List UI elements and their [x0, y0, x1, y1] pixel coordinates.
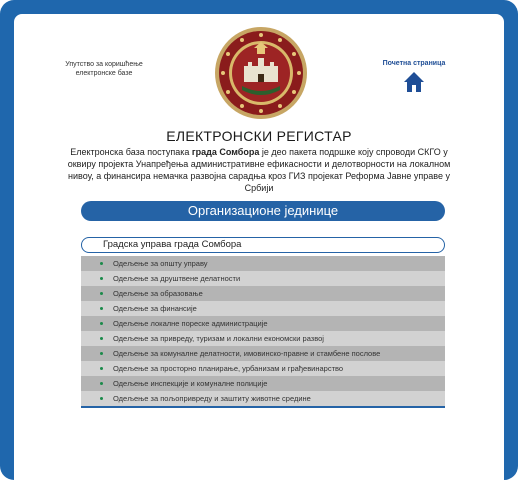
- department-item[interactable]: [81, 361, 445, 376]
- department-item[interactable]: [81, 316, 445, 331]
- department-label[interactable]: Одељење за образовање: [113, 289, 203, 298]
- bullet-icon: [100, 307, 103, 310]
- help-link[interactable]: Упутство за коришћење електронске базе: [65, 61, 143, 77]
- bullet-icon: [100, 262, 103, 265]
- department-label[interactable]: Одељење за комуналне делатности, имовинско-правне и стамбене послове: [113, 349, 381, 358]
- bullet-icon: [100, 397, 103, 400]
- home-icon[interactable]: [403, 71, 425, 93]
- department-label[interactable]: Одељење инспекције и комуналне полиције: [113, 379, 268, 388]
- department-label[interactable]: Одељење за просторно планирање, урбанизам и грађевинарство: [113, 364, 344, 373]
- bullet-icon: [100, 322, 103, 325]
- home-link[interactable]: [372, 60, 456, 93]
- department-item[interactable]: [81, 256, 445, 271]
- department-label[interactable]: Одељење за пољопривреду и заштиту животне средине: [113, 394, 311, 403]
- department-item[interactable]: [81, 271, 445, 286]
- department-item[interactable]: [81, 391, 445, 406]
- description-city: града Сомбора: [191, 147, 260, 157]
- department-label[interactable]: Одељење за друштвене делатности: [113, 274, 241, 283]
- department-item[interactable]: [81, 346, 445, 361]
- department-item[interactable]: [81, 376, 445, 391]
- bullet-icon: [100, 352, 103, 355]
- city-seal-icon: [214, 26, 308, 120]
- department-label[interactable]: Одељење локалне пореске администрације: [113, 319, 268, 328]
- description-part1: Електронска база поступака: [70, 147, 192, 157]
- bullet-icon: [100, 382, 103, 385]
- main-unit-item[interactable]: Градска управа града Сомбора: [81, 237, 445, 253]
- description-part2: је део пакета подршке коју спроводи СКГО у оквиру пројекта Унапређења административне ефикасности и делотворности на локалном нивоу, а финансира немачка развојна сарадња кроз ГИЗ пројекат Реформа Јавне управе у Србији: [67, 147, 451, 193]
- department-label[interactable]: Одељење за привреду, туризам и локални економски развој: [113, 334, 324, 343]
- bullet-icon: [100, 277, 103, 280]
- department-label[interactable]: Одељење за финансије: [113, 304, 197, 313]
- bullet-icon: [100, 367, 103, 370]
- department-item[interactable]: [81, 301, 445, 316]
- department-item[interactable]: [81, 286, 445, 301]
- page-title: ЕЛЕКТРОНСКИ РЕГИСТАР: [166, 128, 352, 144]
- home-link-label[interactable]: Почетна страница: [382, 60, 446, 67]
- department-item[interactable]: [81, 331, 445, 346]
- page-description: [58, 146, 460, 194]
- section-header-org-units: Организационе јединице: [81, 201, 445, 221]
- department-list: [81, 256, 445, 408]
- department-label[interactable]: Одељење за општу управу: [113, 259, 208, 268]
- bullet-icon: [100, 292, 103, 295]
- bullet-icon: [100, 337, 103, 340]
